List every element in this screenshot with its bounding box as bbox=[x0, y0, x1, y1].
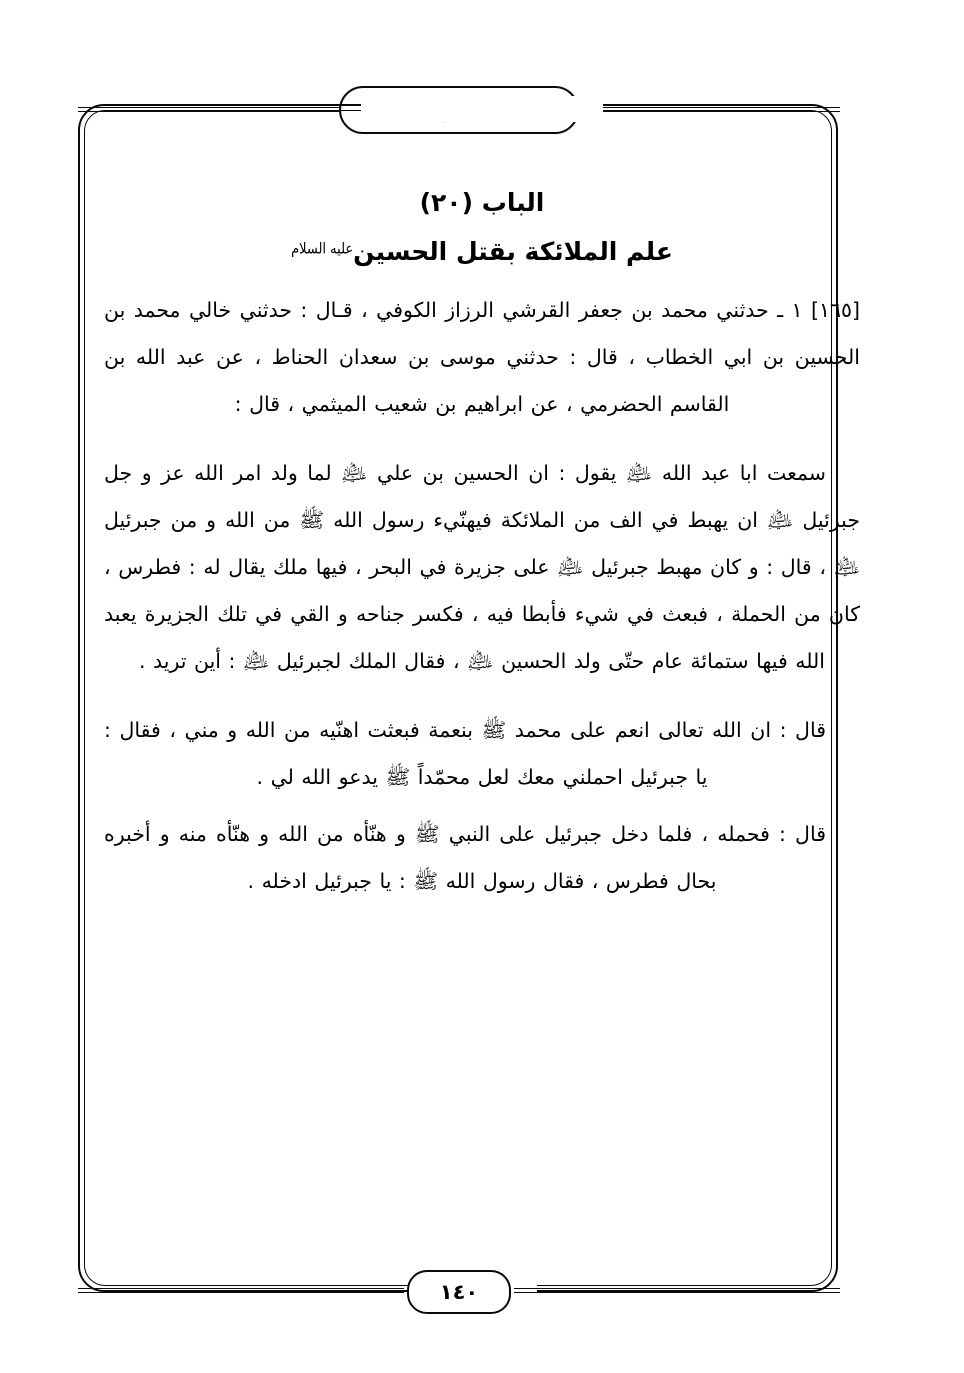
page-number-text: ١٤٠ bbox=[439, 1279, 479, 1304]
page-footer bbox=[78, 1270, 840, 1312]
chapter-number: الباب (٢٠) bbox=[419, 188, 545, 217]
honorific-alayhi-assalam-icon: عليه السلام bbox=[291, 240, 354, 258]
page-number-pill bbox=[407, 1270, 511, 1314]
narration-body-paragraph-1: سمعت ابا عبد الله ﵇ يقول : ان الحسين بن علي ﵇ لما ولد امر الله عز و جل جبرئيل ﵇ ان يهبط في الف من الملائكة فيهنّيء رسول الله ﷺ من الله و من جبرئيل ﵇ ، قال : و كان مهبط جبرئيل ﵇ على جزيرة في البحر ، فيها ملك يقال له : فطرس ، كان من الحملة ، فبعث في شيء فأبطا فيه ، فكسر جناحه و القي في تلك الجزيرة يعبد الله فيها ستمائة عام حتّى ولد الحسين ﵇ ، فقال الملك لجبرئيل ﵇ : أين تريد . bbox=[104, 461, 860, 674]
footer-rule-left bbox=[78, 1288, 404, 1293]
narration-body-paragraph-3: قال : فحمله ، فلما دخل جبرئيل على النبي ﷺ و هنّأه من الله و هنّأه منه و أخبره بحال فطرس ، فقال رسول الله ﷺ : يا جبرئيل ادخله . bbox=[104, 822, 826, 894]
header-frame-mask bbox=[361, 96, 603, 122]
chapter-heading bbox=[104, 236, 860, 267]
page-content bbox=[104, 188, 860, 911]
chapter-heading-text: علم الملائكة بقتل الحسين bbox=[353, 237, 673, 266]
footer-rule-right bbox=[514, 1288, 840, 1293]
narration-isnad: [١٦٥] ١ ـ حدثني محمد بن جعفر القرشي الرزاز الكوفي ، قـال : حدثني خالي محمد بن الحسين بن ابي الخطاب ، قال : حدثني موسى بن سعدان الحناط ، عن عبد الله بن القاسم الحضرمي ، عن ابراهيم بن شعيب الميثمي ، قال : bbox=[104, 298, 860, 417]
narration-body-paragraph-2: قال : ان الله تعالى انعم على محمد ﷺ بنعمة فبعثت اهنّيه من الله و مني ، فقال : يا جبرئيل احملني معك لعل محمّداً ﷺ يدعو الله لي . bbox=[104, 718, 826, 790]
